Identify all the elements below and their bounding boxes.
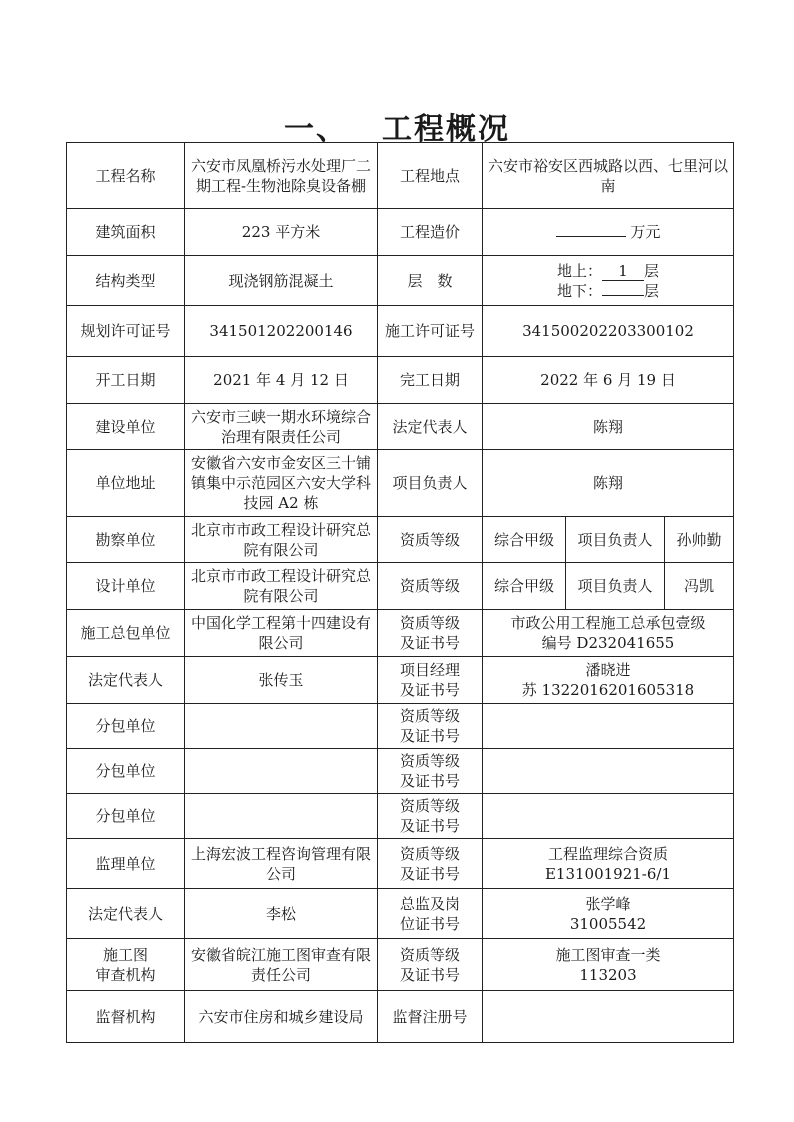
value-line: 工程监理综合资质: [547, 844, 668, 863]
label-line: 资质等级: [399, 797, 460, 815]
floors-above: [485, 261, 731, 281]
table-row: [67, 704, 734, 749]
label-cell: 监理单位: [67, 839, 185, 889]
review-qualification: [483, 939, 734, 991]
floors-below-suffix: 层: [644, 281, 660, 300]
label-line: 资质等级: [399, 844, 460, 863]
supervisor-value: 上海宏波工程咨询管理有限公司: [185, 839, 378, 889]
floors-above-value: 1: [602, 262, 644, 281]
table-row: [67, 563, 734, 610]
floors-below: [485, 281, 731, 301]
value-line: 市政公用工程施工总承包壹级: [510, 614, 706, 632]
sub-qualification: [483, 794, 734, 839]
survey-value: 北京市市政工程设计研究总院有限公司: [185, 517, 378, 563]
design-pm-value: 冯凯: [665, 563, 734, 610]
label-cell: [378, 794, 483, 839]
table-row: [67, 991, 734, 1043]
floors-above-prefix: 地上：: [556, 261, 602, 280]
label-line: 及证书号: [399, 772, 460, 790]
project-location-value: 六安市裕安区西城路以西、七里河以南: [483, 143, 734, 209]
label-cell: 建筑面积: [67, 209, 185, 256]
value-line: 编号 D232041655: [541, 634, 675, 652]
construction-permit-value: 341500202203300102: [483, 306, 734, 357]
design-value: 北京市市政工程设计研究总院有限公司: [185, 563, 378, 610]
label-line: 及证书号: [399, 864, 460, 883]
value-line: 苏 1322016201605318: [521, 681, 695, 699]
sub-qualification: [483, 749, 734, 794]
label-cell: 法定代表人: [67, 657, 185, 704]
label-cell: [378, 657, 483, 704]
cost-blank: [556, 236, 626, 237]
label-cell: [378, 939, 483, 991]
review-value: 安徽省皖江施工图审查有限责任公司: [185, 939, 378, 991]
label-line: 施工图: [102, 945, 148, 964]
label-cell: [378, 889, 483, 939]
sub-value: [185, 704, 378, 749]
value-line: 113203: [579, 965, 637, 984]
table-row: [67, 450, 734, 517]
value-line: 施工图审查一类: [555, 945, 661, 964]
section-title: 工程概况: [382, 112, 510, 147]
label-cell: 项目负责人: [378, 450, 483, 517]
label-line: 及证书号: [399, 634, 460, 652]
table-row: [67, 143, 734, 209]
label-cell: 完工日期: [378, 357, 483, 404]
label-line: 资质等级: [399, 752, 460, 770]
table-row: [67, 749, 734, 794]
floors-below-value: [602, 295, 644, 296]
contractor-value: 中国化学工程第十四建设有限公司: [185, 610, 378, 657]
label-cell: 工程名称: [67, 143, 185, 209]
table-row: [67, 657, 734, 704]
survey-qualification: 综合甲级: [483, 517, 566, 563]
structure-value: 现浇钢筋混凝土: [185, 256, 378, 306]
label-cell: 法定代表人: [378, 404, 483, 450]
table-row: [67, 889, 734, 939]
table-row: [67, 517, 734, 563]
value-line: 张学峰: [585, 894, 631, 913]
label-cell: 法定代表人: [67, 889, 185, 939]
builder-value: 六安市三峡一期水环境综合治理有限责任公司: [185, 404, 378, 450]
project-overview-table: [66, 142, 734, 1043]
oversight-value: 六安市住房和城乡建设局: [185, 991, 378, 1043]
label-cell: [378, 749, 483, 794]
table-row: [67, 404, 734, 450]
builder-pm-value: 陈翔: [483, 450, 734, 517]
chief-supervisor-value: [483, 889, 734, 939]
design-qualification: 综合甲级: [483, 563, 566, 610]
label-line: 及证书号: [399, 681, 460, 699]
label-line: 及证书号: [399, 727, 460, 745]
builder-rep-value: 陈翔: [483, 404, 734, 450]
floors-cell: [483, 256, 734, 306]
label-cell: 结构类型: [67, 256, 185, 306]
label-cell: 项目负责人: [566, 563, 665, 610]
label-cell: 设计单位: [67, 563, 185, 610]
label-cell: 开工日期: [67, 357, 185, 404]
label-cell: 分包单位: [67, 749, 185, 794]
value-line: E131001921-6/1: [544, 864, 672, 883]
label-cell: 分包单位: [67, 794, 185, 839]
label-line: 资质等级: [399, 945, 460, 964]
label-cell: [378, 839, 483, 889]
label-line: 位证书号: [399, 914, 460, 933]
label-cell: 层 数: [378, 256, 483, 306]
oversight-reg-value: [483, 991, 734, 1043]
table-row: [67, 939, 734, 991]
value-line: 31005542: [569, 914, 647, 933]
section-number: 一、: [284, 112, 348, 147]
value-line: 潘晓进: [585, 661, 631, 679]
label-cell: 规划许可证号: [67, 306, 185, 357]
supervisor-rep-value: 李松: [185, 889, 378, 939]
start-date-value: 2021 年 4 月 12 日: [185, 357, 378, 404]
supervisor-qualification: [483, 839, 734, 889]
cost-unit: 万元: [630, 223, 661, 241]
survey-pm-value: 孙帅勤: [665, 517, 734, 563]
floors-below-prefix: 地下：: [556, 281, 602, 300]
label-line: 资质等级: [399, 707, 460, 725]
sub-value: [185, 794, 378, 839]
label-cell: 施工许可证号: [378, 306, 483, 357]
cost-cell: [483, 209, 734, 256]
label-line: 及证书号: [399, 965, 460, 984]
table-row: [67, 839, 734, 889]
project-manager-value: [483, 657, 734, 704]
label-line: 资质等级: [399, 614, 460, 632]
label-cell: 分包单位: [67, 704, 185, 749]
label-line: 项目经理: [399, 661, 460, 679]
table-row: [67, 357, 734, 404]
label-line: 总监及岗: [399, 894, 460, 913]
table-row: [67, 610, 734, 657]
label-cell: [378, 610, 483, 657]
planning-permit-value: 341501202200146: [185, 306, 378, 357]
address-value: 安徽省六安市金安区三十铺镇集中示范园区六安大学科技园 A2 栋: [185, 450, 378, 517]
label-cell: 工程地点: [378, 143, 483, 209]
label-cell: 工程造价: [378, 209, 483, 256]
sub-value: [185, 749, 378, 794]
table-row: [67, 209, 734, 256]
contractor-rep-value: 张传玉: [185, 657, 378, 704]
table-row: [67, 794, 734, 839]
floors-above-suffix: 层: [644, 261, 660, 280]
label-cell: 监督机构: [67, 991, 185, 1043]
label-cell: 单位地址: [67, 450, 185, 517]
label-line: 审查机构: [95, 965, 156, 984]
label-cell: 资质等级: [378, 517, 483, 563]
table-row: [67, 306, 734, 357]
contractor-qualification: [483, 610, 734, 657]
label-cell: 监督注册号: [378, 991, 483, 1043]
table-row: [67, 256, 734, 306]
project-name-value: 六安市凤凰桥污水处理厂二期工程-生物池除臭设备棚: [185, 143, 378, 209]
label-cell: 项目负责人: [566, 517, 665, 563]
label-cell: 勘察单位: [67, 517, 185, 563]
label-line: 及证书号: [399, 817, 460, 835]
label-cell: [67, 939, 185, 991]
label-cell: [378, 704, 483, 749]
area-value: 223 平方米: [185, 209, 378, 256]
end-date-value: 2022 年 6 月 19 日: [483, 357, 734, 404]
label-cell: 资质等级: [378, 563, 483, 610]
sub-qualification: [483, 704, 734, 749]
label-cell: 施工总包单位: [67, 610, 185, 657]
label-cell: 建设单位: [67, 404, 185, 450]
